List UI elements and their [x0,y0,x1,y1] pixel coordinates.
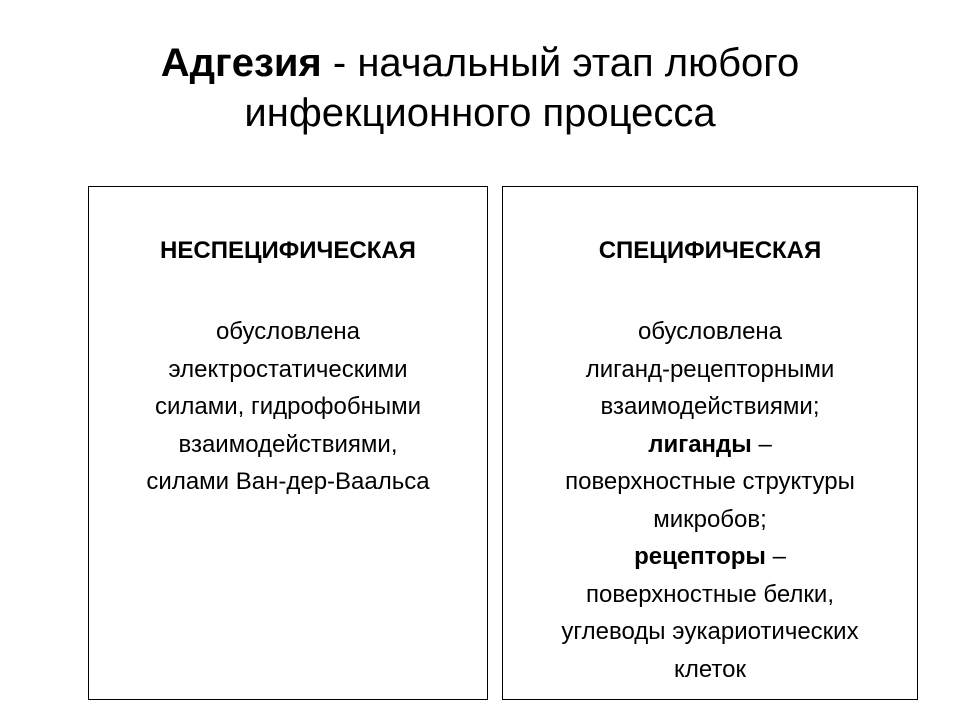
nonspecific-line: взаимодействиями, [178,430,398,458]
specific-line: клеток [674,655,746,683]
specific-line: поверхностные структуры [565,468,855,495]
title-rest-line1: - начальный этап любого [321,41,800,85]
slide-title [0,38,960,138]
ligands-dash: – [751,430,772,458]
specific-line: углеводы эукариотических [561,618,859,645]
specific-line: поверхностные белки, [586,580,834,608]
specific-line: обусловлена [637,318,783,345]
specific-box [502,186,918,700]
nonspecific-box [88,186,488,700]
nonspecific-heading: НЕСПЕЦИФИЧЕСКАЯ [160,237,416,264]
nonspecific-description [89,313,487,501]
receptors-line [503,538,917,576]
nonspecific-line: силами Ван-дер-Ваальса [146,468,430,495]
ligands-line [503,426,917,464]
specific-line: взаимодействиями; [600,393,820,420]
specific-description [503,313,917,688]
ligands-term: лиганды [648,430,752,458]
title-line2: инфекционного процесса [244,91,716,135]
receptors-dash: – [765,543,786,570]
nonspecific-line: силами, гидрофобными [154,393,422,420]
specific-line: лиганд-рецепторными [585,355,835,383]
nonspecific-line: электростатическими [168,355,408,383]
specific-line: микробов; [653,505,767,533]
title-term: Адгезия [160,41,322,85]
specific-heading: СПЕЦИФИЧЕСКАЯ [598,237,822,264]
receptors-term: рецепторы [634,543,766,570]
nonspecific-line: обусловлена [215,318,361,345]
